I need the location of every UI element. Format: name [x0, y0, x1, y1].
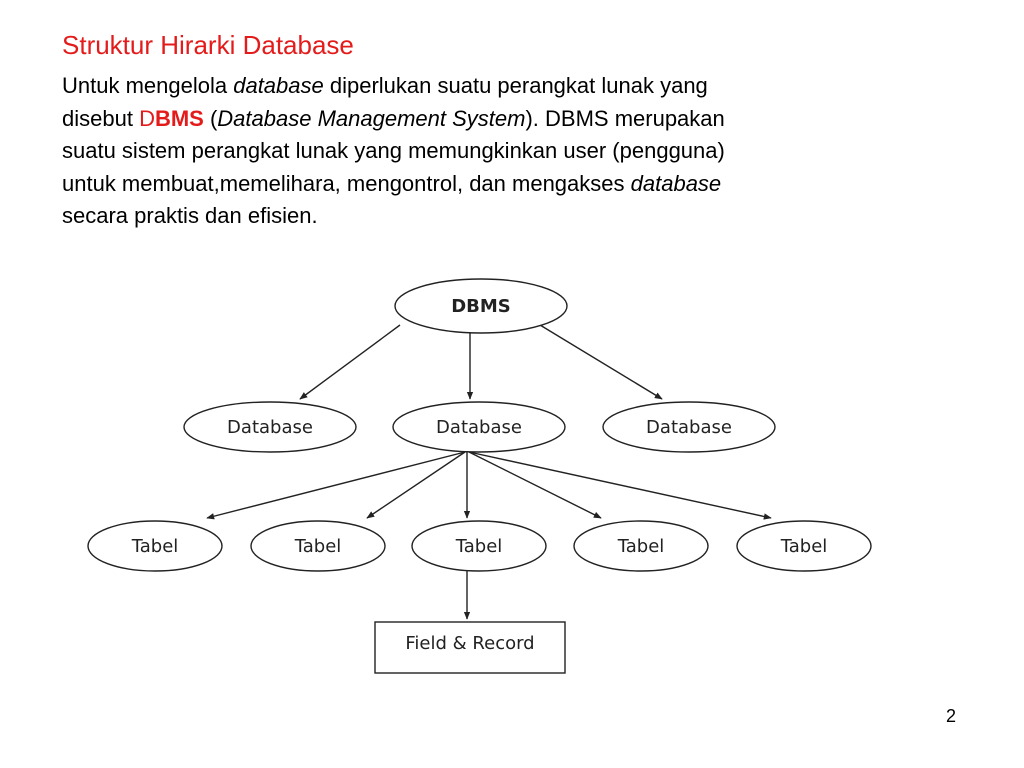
body-text: ). DBMS merupakan [525, 105, 725, 131]
node-database-3 [603, 402, 775, 452]
node-database-label: Database [227, 417, 313, 438]
node-tabel-1 [88, 521, 222, 571]
node-dbms [395, 279, 567, 333]
node-tabel-5 [737, 521, 871, 571]
node-tabel-label: Tabel [294, 536, 342, 557]
dbms-bms-red-bold: BMS [154, 105, 204, 131]
node-tabel-label: Tabel [780, 536, 828, 557]
body-italic: database [233, 73, 324, 98]
body-text: diperlukan suatu perangkat lunak yang [323, 73, 708, 98]
body-text: ( [203, 105, 218, 131]
node-database-1 [184, 402, 356, 452]
node-database-label: Database [436, 417, 522, 438]
node-tabel-2 [251, 521, 385, 571]
connector-db2-tabel1 [207, 452, 465, 518]
connector-dbms-db1 [300, 325, 400, 399]
node-dbms-label: DBMS [451, 296, 511, 317]
body-line-3: suatu sistem perangkat lunak yang memungkinkan user (pengguna) [62, 138, 725, 163]
body-italic: database [630, 170, 722, 196]
body-text: Untuk mengelola [62, 73, 234, 98]
node-tabel-4 [574, 521, 708, 571]
node-field-record-label: Field & Record [405, 633, 535, 654]
node-database-2 [393, 402, 565, 452]
connector-db2-tabel4 [469, 452, 601, 518]
body-line-5: secara praktis dan efisien. [62, 203, 318, 228]
connector-db2-tabel2 [367, 452, 465, 518]
body-italic: Database Management System [217, 105, 526, 131]
connector-db2-tabel5 [469, 452, 771, 518]
body-text: disebut [62, 105, 140, 131]
dbms-d-red: D [139, 105, 155, 131]
node-tabel-label: Tabel [131, 536, 179, 557]
node-database-label: Database [646, 417, 732, 438]
slide-title: Struktur Hirarki Database [62, 30, 354, 60]
node-field-record [375, 622, 565, 673]
node-tabel-label: Tabel [455, 536, 503, 557]
page-number: 2 [946, 706, 957, 726]
node-tabel-3 [412, 521, 546, 571]
body-text: untuk membuat,memelihara, mengontrol, dan mengakses [62, 170, 631, 196]
node-tabel-label: Tabel [617, 536, 665, 557]
connector-dbms-db3 [540, 325, 662, 399]
